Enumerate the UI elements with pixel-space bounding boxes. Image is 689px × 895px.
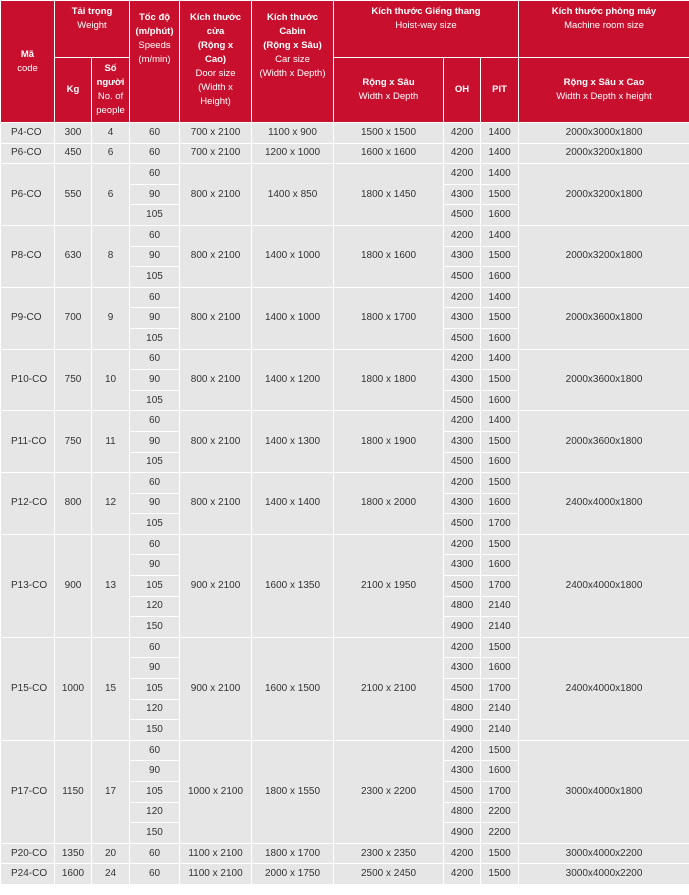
speed-cell: 150 bbox=[130, 617, 180, 638]
table-row bbox=[1, 349, 689, 370]
oh-cell: 4200 bbox=[444, 287, 481, 308]
car-size-cell: 1800 x 1700 bbox=[252, 843, 334, 864]
oh-cell: 4900 bbox=[444, 720, 481, 741]
car-size-cell: 1400 x 1000 bbox=[252, 287, 334, 349]
speed-cell: 105 bbox=[130, 267, 180, 288]
machine-room-size-cell: 2000x3200x1800 bbox=[519, 225, 689, 287]
pit-cell: 2140 bbox=[481, 596, 519, 617]
table-row bbox=[1, 864, 689, 885]
door-size-cell: 800 x 2100 bbox=[180, 164, 252, 226]
oh-cell: 4200 bbox=[444, 164, 481, 185]
header-pit: PIT bbox=[481, 58, 519, 123]
weight-kg-cell: 1150 bbox=[55, 740, 92, 843]
table-row bbox=[1, 225, 689, 246]
people-cell: 6 bbox=[92, 143, 130, 164]
car-size-cell: 1200 x 1000 bbox=[252, 143, 334, 164]
weight-kg-cell: 900 bbox=[55, 534, 92, 637]
hoistway-size-cell: 2100 x 2100 bbox=[334, 637, 444, 740]
machine-room-size-cell: 3000x4000x1800 bbox=[519, 740, 689, 843]
hoistway-size-cell: 1800 x 2000 bbox=[334, 473, 444, 535]
speed-cell: 105 bbox=[130, 514, 180, 535]
pit-cell: 1700 bbox=[481, 514, 519, 535]
car-size-cell: 2000 x 1750 bbox=[252, 864, 334, 885]
pit-cell: 2140 bbox=[481, 617, 519, 638]
oh-cell: 4300 bbox=[444, 431, 481, 452]
speed-cell: 120 bbox=[130, 802, 180, 823]
oh-cell: 4500 bbox=[444, 390, 481, 411]
pit-cell: 1400 bbox=[481, 349, 519, 370]
table-row bbox=[1, 843, 689, 864]
pit-cell: 1500 bbox=[481, 843, 519, 864]
speed-cell: 60 bbox=[130, 534, 180, 555]
header-code: Mã code bbox=[1, 1, 55, 123]
pit-cell: 1500 bbox=[481, 864, 519, 885]
pit-cell: 1400 bbox=[481, 411, 519, 432]
machine-room-size-cell: 3000x4000x2200 bbox=[519, 843, 689, 864]
pit-cell: 1500 bbox=[481, 740, 519, 761]
oh-cell: 4300 bbox=[444, 493, 481, 514]
speed-cell: 105 bbox=[130, 679, 180, 700]
pit-cell: 1500 bbox=[481, 308, 519, 329]
hoistway-size-cell: 1800 x 1450 bbox=[334, 164, 444, 226]
oh-cell: 4300 bbox=[444, 184, 481, 205]
car-size-cell: 1100 x 900 bbox=[252, 123, 334, 144]
pit-cell: 1500 bbox=[481, 431, 519, 452]
hoistway-size-cell: 2300 x 2200 bbox=[334, 740, 444, 843]
pit-cell: 1500 bbox=[481, 184, 519, 205]
model-code-cell: P15-CO bbox=[1, 637, 55, 740]
hoistway-size-cell: 2500 x 2450 bbox=[334, 864, 444, 885]
header-car-size: Kích thước Cabin (Rộng x Sâu) Car size (Width x Depth) bbox=[252, 1, 334, 123]
speed-cell: 60 bbox=[130, 143, 180, 164]
door-size-cell: 900 x 2100 bbox=[180, 637, 252, 740]
header-machine-room-size: Kích thước phòng máy Machine room size bbox=[519, 1, 689, 58]
car-size-cell: 1400 x 850 bbox=[252, 164, 334, 226]
pit-cell: 2140 bbox=[481, 699, 519, 720]
machine-room-size-cell: 2400x4000x1800 bbox=[519, 534, 689, 637]
speed-cell: 105 bbox=[130, 390, 180, 411]
car-size-cell: 1400 x 1400 bbox=[252, 473, 334, 535]
pit-cell: 2140 bbox=[481, 720, 519, 741]
people-cell: 17 bbox=[92, 740, 130, 843]
oh-cell: 4200 bbox=[444, 349, 481, 370]
table-row bbox=[1, 123, 689, 144]
speed-cell: 60 bbox=[130, 349, 180, 370]
speed-cell: 90 bbox=[130, 370, 180, 391]
header-speed: Tốc độ (m/phút) Speeds (m/min) bbox=[130, 1, 180, 123]
hoistway-size-cell: 2300 x 2350 bbox=[334, 843, 444, 864]
car-size-cell: 1400 x 1300 bbox=[252, 411, 334, 473]
pit-cell: 1400 bbox=[481, 123, 519, 144]
machine-room-size-cell: 2000x3000x1800 bbox=[519, 123, 689, 144]
hoistway-size-cell: 1800 x 1700 bbox=[334, 287, 444, 349]
pit-cell: 1500 bbox=[481, 370, 519, 391]
table-row bbox=[1, 287, 689, 308]
speed-cell: 150 bbox=[130, 823, 180, 844]
model-code-cell: P24-CO bbox=[1, 864, 55, 885]
speed-cell: 60 bbox=[130, 287, 180, 308]
people-cell: 12 bbox=[92, 473, 130, 535]
speed-cell: 90 bbox=[130, 184, 180, 205]
oh-cell: 4300 bbox=[444, 308, 481, 329]
machine-room-size-cell: 2400x4000x1800 bbox=[519, 473, 689, 535]
pit-cell: 1500 bbox=[481, 534, 519, 555]
pit-cell: 1600 bbox=[481, 452, 519, 473]
machine-room-size-cell: 2000x3600x1800 bbox=[519, 349, 689, 411]
pit-cell: 1600 bbox=[481, 555, 519, 576]
door-size-cell: 700 x 2100 bbox=[180, 143, 252, 164]
machine-room-size-cell: 2400x4000x1800 bbox=[519, 637, 689, 740]
speed-cell: 90 bbox=[130, 555, 180, 576]
spec-table-body bbox=[1, 123, 689, 885]
table-row bbox=[1, 411, 689, 432]
speed-cell: 105 bbox=[130, 205, 180, 226]
people-cell: 20 bbox=[92, 843, 130, 864]
people-cell: 24 bbox=[92, 864, 130, 885]
speed-cell: 60 bbox=[130, 164, 180, 185]
pit-cell: 1500 bbox=[481, 473, 519, 494]
oh-cell: 4500 bbox=[444, 267, 481, 288]
door-size-cell: 800 x 2100 bbox=[180, 349, 252, 411]
weight-kg-cell: 750 bbox=[55, 411, 92, 473]
pit-cell: 1400 bbox=[481, 143, 519, 164]
speed-cell: 90 bbox=[130, 761, 180, 782]
people-cell: 15 bbox=[92, 637, 130, 740]
weight-kg-cell: 300 bbox=[55, 123, 92, 144]
header-hoistway-width-depth: Rộng x Sâu Width x Depth bbox=[334, 58, 444, 123]
pit-cell: 1600 bbox=[481, 761, 519, 782]
oh-cell: 4300 bbox=[444, 246, 481, 267]
speed-cell: 105 bbox=[130, 576, 180, 597]
weight-kg-cell: 550 bbox=[55, 164, 92, 226]
door-size-cell: 900 x 2100 bbox=[180, 534, 252, 637]
speed-cell: 60 bbox=[130, 411, 180, 432]
oh-cell: 4500 bbox=[444, 576, 481, 597]
oh-cell: 4800 bbox=[444, 699, 481, 720]
oh-cell: 4200 bbox=[444, 143, 481, 164]
door-size-cell: 1100 x 2100 bbox=[180, 843, 252, 864]
machine-room-size-cell: 2000x3200x1800 bbox=[519, 164, 689, 226]
pit-cell: 1400 bbox=[481, 164, 519, 185]
header-weight: Tải trọng Weight bbox=[55, 1, 130, 58]
speed-cell: 105 bbox=[130, 452, 180, 473]
weight-kg-cell: 450 bbox=[55, 143, 92, 164]
oh-cell: 4200 bbox=[444, 740, 481, 761]
weight-kg-cell: 800 bbox=[55, 473, 92, 535]
pit-cell: 1600 bbox=[481, 328, 519, 349]
people-cell: 6 bbox=[92, 164, 130, 226]
header-hoistway-size: Kích thước Giếng thang Hoist-way size bbox=[334, 1, 519, 58]
speed-cell: 90 bbox=[130, 246, 180, 267]
model-code-cell: P6-CO bbox=[1, 164, 55, 226]
table-row bbox=[1, 143, 689, 164]
hoistway-size-cell: 1500 x 1500 bbox=[334, 123, 444, 144]
speed-cell: 60 bbox=[130, 637, 180, 658]
machine-room-size-cell: 3000x4000x2200 bbox=[519, 864, 689, 885]
hoistway-size-cell: 1600 x 1600 bbox=[334, 143, 444, 164]
hoistway-size-cell: 2100 x 1950 bbox=[334, 534, 444, 637]
header-machine-width-depth-height: Rộng x Sâu x Cao Width x Depth x height bbox=[519, 58, 689, 123]
car-size-cell: 1400 x 1200 bbox=[252, 349, 334, 411]
door-size-cell: 1100 x 2100 bbox=[180, 864, 252, 885]
oh-cell: 4200 bbox=[444, 637, 481, 658]
table-row bbox=[1, 534, 689, 555]
pit-cell: 1600 bbox=[481, 205, 519, 226]
oh-cell: 4500 bbox=[444, 452, 481, 473]
header-oh: OH bbox=[444, 58, 481, 123]
door-size-cell: 1000 x 2100 bbox=[180, 740, 252, 843]
pit-cell: 2200 bbox=[481, 802, 519, 823]
oh-cell: 4900 bbox=[444, 823, 481, 844]
oh-cell: 4300 bbox=[444, 761, 481, 782]
speed-cell: 90 bbox=[130, 308, 180, 329]
hoistway-size-cell: 1800 x 1900 bbox=[334, 411, 444, 473]
model-code-cell: P11-CO bbox=[1, 411, 55, 473]
oh-cell: 4200 bbox=[444, 843, 481, 864]
speed-cell: 60 bbox=[130, 473, 180, 494]
model-code-cell: P6-CO bbox=[1, 143, 55, 164]
weight-kg-cell: 630 bbox=[55, 225, 92, 287]
machine-room-size-cell: 2000x3600x1800 bbox=[519, 287, 689, 349]
oh-cell: 4300 bbox=[444, 658, 481, 679]
pit-cell: 1600 bbox=[481, 390, 519, 411]
pit-cell: 1400 bbox=[481, 287, 519, 308]
machine-room-size-cell: 2000x3600x1800 bbox=[519, 411, 689, 473]
speed-cell: 120 bbox=[130, 596, 180, 617]
model-code-cell: P8-CO bbox=[1, 225, 55, 287]
speed-cell: 90 bbox=[130, 493, 180, 514]
oh-cell: 4500 bbox=[444, 782, 481, 803]
oh-cell: 4800 bbox=[444, 596, 481, 617]
weight-kg-cell: 700 bbox=[55, 287, 92, 349]
pit-cell: 1700 bbox=[481, 782, 519, 803]
oh-cell: 4200 bbox=[444, 473, 481, 494]
model-code-cell: P20-CO bbox=[1, 843, 55, 864]
weight-kg-cell: 1350 bbox=[55, 843, 92, 864]
oh-cell: 4900 bbox=[444, 617, 481, 638]
speed-cell: 105 bbox=[130, 328, 180, 349]
table-row bbox=[1, 473, 689, 494]
speed-cell: 60 bbox=[130, 740, 180, 761]
people-cell: 4 bbox=[92, 123, 130, 144]
oh-cell: 4200 bbox=[444, 123, 481, 144]
people-cell: 8 bbox=[92, 225, 130, 287]
hoistway-size-cell: 1800 x 1600 bbox=[334, 225, 444, 287]
car-size-cell: 1800 x 1550 bbox=[252, 740, 334, 843]
door-size-cell: 800 x 2100 bbox=[180, 225, 252, 287]
pit-cell: 1600 bbox=[481, 267, 519, 288]
model-code-cell: P4-CO bbox=[1, 123, 55, 144]
door-size-cell: 800 x 2100 bbox=[180, 411, 252, 473]
people-cell: 13 bbox=[92, 534, 130, 637]
oh-cell: 4300 bbox=[444, 555, 481, 576]
speed-cell: 105 bbox=[130, 782, 180, 803]
car-size-cell: 1600 x 1500 bbox=[252, 637, 334, 740]
table-row bbox=[1, 740, 689, 761]
speed-cell: 60 bbox=[130, 225, 180, 246]
hoistway-size-cell: 1800 x 1800 bbox=[334, 349, 444, 411]
table-row bbox=[1, 637, 689, 658]
oh-cell: 4500 bbox=[444, 205, 481, 226]
weight-kg-cell: 1600 bbox=[55, 864, 92, 885]
speed-cell: 90 bbox=[130, 431, 180, 452]
oh-cell: 4200 bbox=[444, 864, 481, 885]
people-cell: 11 bbox=[92, 411, 130, 473]
door-size-cell: 800 x 2100 bbox=[180, 473, 252, 535]
pit-cell: 1500 bbox=[481, 637, 519, 658]
weight-kg-cell: 750 bbox=[55, 349, 92, 411]
table-row bbox=[1, 164, 689, 185]
car-size-cell: 1600 x 1350 bbox=[252, 534, 334, 637]
oh-cell: 4200 bbox=[444, 411, 481, 432]
pit-cell: 1400 bbox=[481, 225, 519, 246]
oh-cell: 4500 bbox=[444, 328, 481, 349]
model-code-cell: P12-CO bbox=[1, 473, 55, 535]
oh-cell: 4800 bbox=[444, 802, 481, 823]
oh-cell: 4200 bbox=[444, 534, 481, 555]
car-size-cell: 1400 x 1000 bbox=[252, 225, 334, 287]
speed-cell: 150 bbox=[130, 720, 180, 741]
pit-cell: 1700 bbox=[481, 576, 519, 597]
oh-cell: 4500 bbox=[444, 679, 481, 700]
speed-cell: 120 bbox=[130, 699, 180, 720]
pit-cell: 1500 bbox=[481, 246, 519, 267]
oh-cell: 4500 bbox=[444, 514, 481, 535]
people-cell: 9 bbox=[92, 287, 130, 349]
people-cell: 10 bbox=[92, 349, 130, 411]
oh-cell: 4200 bbox=[444, 225, 481, 246]
model-code-cell: P9-CO bbox=[1, 287, 55, 349]
pit-cell: 1600 bbox=[481, 493, 519, 514]
speed-cell: 60 bbox=[130, 843, 180, 864]
speed-cell: 60 bbox=[130, 864, 180, 885]
pit-cell: 1600 bbox=[481, 658, 519, 679]
model-code-cell: P17-CO bbox=[1, 740, 55, 843]
header-kg: Kg bbox=[55, 58, 92, 123]
header-people: Số người No. of people bbox=[92, 58, 130, 123]
pit-cell: 2200 bbox=[481, 823, 519, 844]
machine-room-size-cell: 2000x3200x1800 bbox=[519, 143, 689, 164]
oh-cell: 4300 bbox=[444, 370, 481, 391]
pit-cell: 1700 bbox=[481, 679, 519, 700]
model-code-cell: P10-CO bbox=[1, 349, 55, 411]
header-door-size: Kích thước cửa (Rộng x Cao) Door size (Width x Height) bbox=[180, 1, 252, 123]
door-size-cell: 700 x 2100 bbox=[180, 123, 252, 144]
speed-cell: 60 bbox=[130, 123, 180, 144]
speed-cell: 90 bbox=[130, 658, 180, 679]
door-size-cell: 800 x 2100 bbox=[180, 287, 252, 349]
weight-kg-cell: 1000 bbox=[55, 637, 92, 740]
model-code-cell: P13-CO bbox=[1, 534, 55, 637]
